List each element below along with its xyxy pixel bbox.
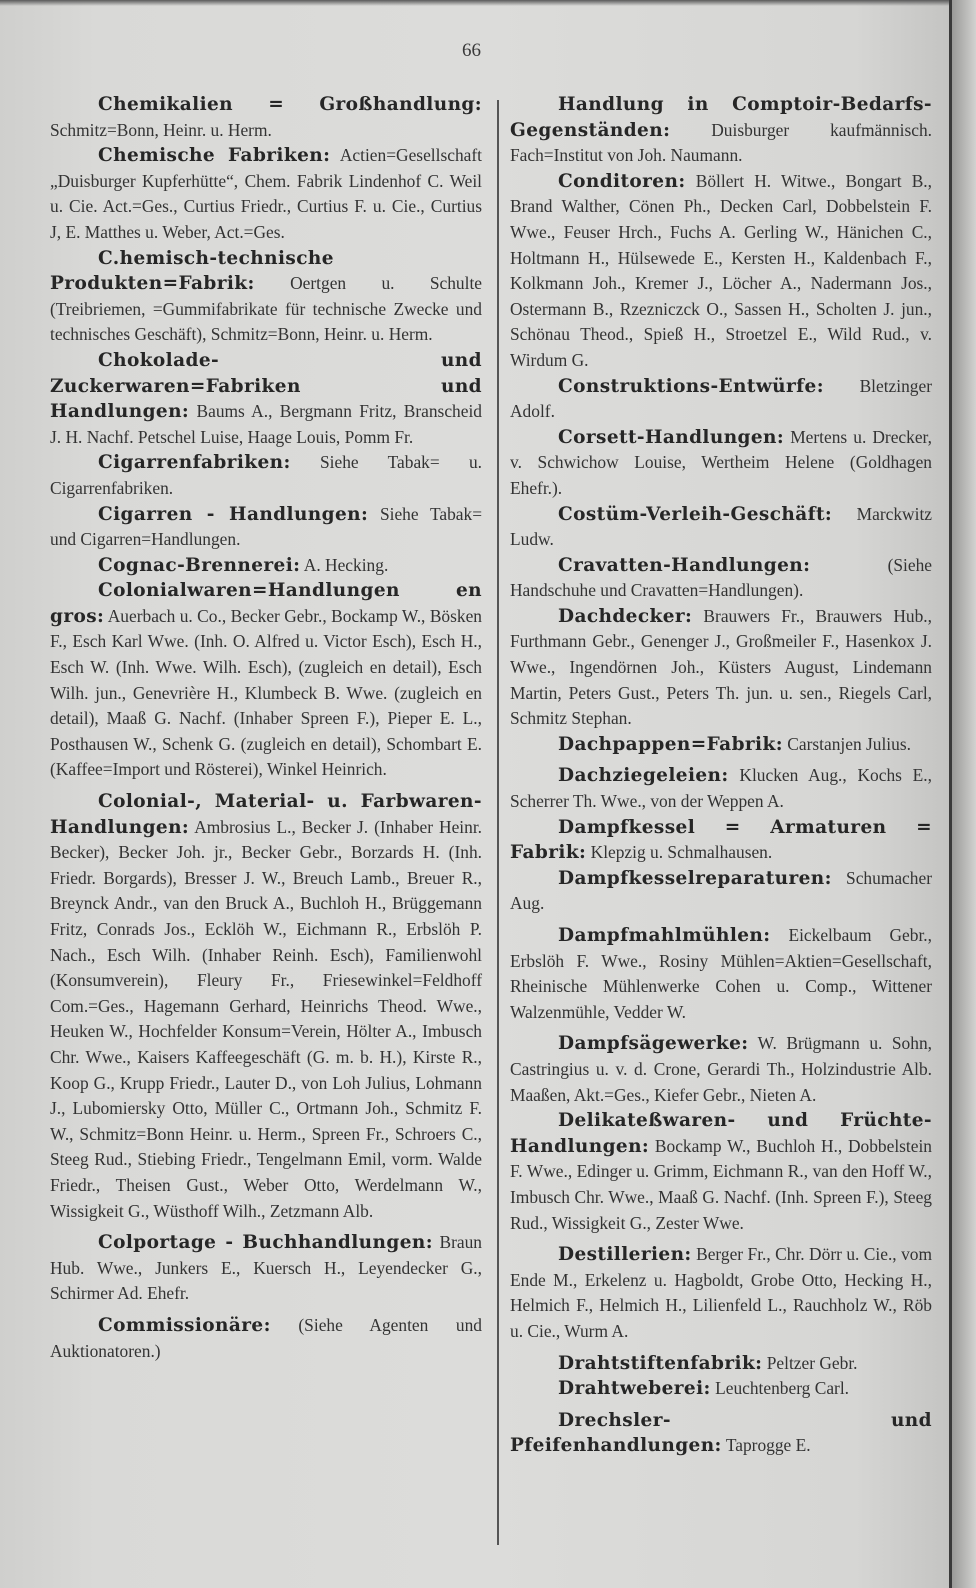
entry-listing: Duisburger kaufmännisch. Fach=Institut von Joh. Naumann. xyxy=(510,119,932,166)
directory-entry xyxy=(510,374,932,425)
directory-entry xyxy=(510,1351,932,1377)
entry-heading: Commissionäre: xyxy=(98,1314,271,1336)
directory-entry xyxy=(510,604,932,732)
entry-heading: Chemische Fabriken: xyxy=(98,145,331,167)
column-divider xyxy=(497,100,499,1545)
adjacent-page-strip xyxy=(952,0,976,1588)
directory-entry xyxy=(50,450,482,501)
entry-heading: Cognac-Brennerei: xyxy=(98,554,301,576)
entry-listing: W. Brügmann u. Sohn, Castringius u. v. d. Crone, Gerardi Th., Holzindustrie Alb. Maaßen, Akt.=Ges., Kiefer Gebr., Nieten A. xyxy=(510,1033,932,1105)
entry-listing: Klepzig u. Schmalhausen. xyxy=(586,842,773,863)
entry-listing: Böllert H. Witwe., Bongart B., Brand Walther, Cönen Ph., Decken Carl, Dobbelstein F. Wwe., Feuser Hrch., Fuchs A. Gerling W., Hänichen C., Holtmann H., Hülsewede E., Kersten H., Kaldenbach F., Kolkmann Joh., Kremer J., Löcher A., Nadermann Jos., Ostermann B., Rzezniczck O., Sassen H., Scholten J. jun., Schönau Theod., Spieß H., Stroetzel E., Wild Rud., v. Wirdum G. xyxy=(510,170,932,370)
entry-listing: Marckwitz Ludw. xyxy=(510,503,932,550)
entry-heading: Colportage - Buchhandlungen: xyxy=(98,1232,433,1254)
entry-listing: Carstanjen Julius. xyxy=(782,733,911,754)
entry-listing: Braun Hub. Wwe., Junkers E., Kuersch H., Leyendecker G., Schirmer Ad. Ehefr. xyxy=(50,1232,482,1304)
entry-listing: Schumacher Aug. xyxy=(510,867,932,914)
directory-entry xyxy=(50,143,482,245)
entry-heading: Cigarrenfabriken: xyxy=(98,452,291,474)
entry-listing: Bockamp W., Buchloh H., Dobbelstein F. Wwe., Edinger u. Grimm, Eichmann R., van den Hoff W., Imbusch Chr. Wwe., Maaß G. Nachf. (Inh. Spreen F.), Steeg Rud., Wissigkeit G., Zester Wwe. xyxy=(510,1135,932,1233)
entry-listing: A. Hecking. xyxy=(300,554,389,575)
entry-heading: Dachpappen=Fabrik: xyxy=(558,733,783,755)
entry-listing: Siehe Tabak= u. Cigarrenfabriken. xyxy=(50,452,482,498)
directory-entry xyxy=(50,789,482,1224)
directory-entry xyxy=(510,732,932,758)
left-column xyxy=(50,92,482,1364)
directory-entry xyxy=(510,169,932,374)
entry-heading: Dampfkessel = Armaturen = Fabrik: xyxy=(510,816,932,864)
entry-heading: Handlung in Comptoir-Bedarfs-Gegenständen: xyxy=(510,94,932,141)
directory-entry xyxy=(50,92,482,143)
directory-entry xyxy=(50,578,482,783)
entry-heading: Colonial-, Material- u. Farbwaren-Handlungen: xyxy=(50,791,482,838)
entry-heading: Drechsler- und Pfeifenhandlungen: xyxy=(510,1409,932,1457)
directory-entry xyxy=(510,92,932,169)
entry-listing: Oertgen u. Schulte (Treibriemen, =Gummifabrikate für technische Zwecke und technisches Geschäft), Schmitz=Bonn, Heinr. u. Herm. xyxy=(50,273,482,345)
directory-entry xyxy=(50,502,482,553)
entry-listing: Schmitz=Bonn, Heinr. u. Herm. xyxy=(50,119,272,140)
directory-entry xyxy=(50,246,482,348)
directory-entry xyxy=(510,1031,932,1108)
entry-listing: Mertens u. Drecker, v. Schwichow Louise, Wertheim Helene (Goldhagen Ehefr.). xyxy=(510,426,932,498)
entry-heading: Colonialwaren=Handlungen en gros: xyxy=(50,580,482,627)
entry-listing: Ambrosius L., Becker J. (Inhaber Heinr. Becker), Becker Joh. jr., Becker Gebr., Borzards H. (Inh. Friedr. Borgards), Bresser J. W., Breuch Lamb., Breuer R., Breynck Andr., van den Bruck A., Buchloh H., Brüggemann Fritz, Conrads Jos., Ecklöh W., Eichmann R., Erbslöh P. Nach., Esch Wilh. (Inhaber Reinh. Esch), Familienwohl (Konsumverein), Fleury Fr., Friesewinkel=Feldhoff Com.=Ges., Hagemann Gerhard, Heinrichs Theod. Wwe., Heuken W., Hochfelder Konsum=Verein, Hölter A., Imbusch Chr. Wwe., Kaisers Kaffeegeschäft (G. m. b. H.), Kirste R., Koop G., Krupp Friedr., Lauter D., von Loh Julius, Lohmann J., Lubomiersky Otto, Müller C., Ortmann Joh., Schmitz F. W., Schmitz=Bonn Heinr. u. Herm., Spreen Fr., Schroers C., Steeg Rud., Stiebing Friedr., Tengelmann Emil, vorm. Walde Friedr., Theisen Gust., Weber Otto, Werdelmann W., Wissigkeit G., Wüsthoff Wilh., Zetzmann Alb. xyxy=(50,816,482,1221)
directory-entry xyxy=(50,1313,482,1364)
entry-heading: Cigarren - Handlungen: xyxy=(98,503,369,525)
directory-entry xyxy=(510,425,932,502)
entry-listing: (Siehe Agenten und Auktionatoren.) xyxy=(50,1314,482,1361)
entry-listing: Bletzinger Adolf. xyxy=(510,375,932,422)
entry-listing: Brauwers Fr., Brauwers Hub., Furthmann Gebr., Genenger J., Großmeiler F., Hasenkox J. Wwe., Ingendörnen Joh., Küsters August, Lindemann Martin, Peters Gust., Peters Th. jun. u. sen., Riegels Carl, Schmitz Stephan. xyxy=(510,605,932,729)
directory-entry xyxy=(510,553,932,604)
entry-heading: Drahtweberei: xyxy=(558,1378,711,1400)
entry-heading: Corsett-Handlungen: xyxy=(558,426,785,448)
directory-entry xyxy=(50,1230,482,1307)
right-column xyxy=(510,92,932,1459)
entry-listing: Taprogge E. xyxy=(721,1435,811,1456)
entry-listing: (Siehe Handschuhe und Cravatten=Handlungen). xyxy=(510,554,932,601)
entry-heading: Destillerien: xyxy=(558,1244,692,1266)
entry-heading: Conditoren: xyxy=(558,170,686,192)
entry-heading: Construktions-Entwürfe: xyxy=(558,375,824,397)
entry-heading: Delikateßwaren- und Früchte-Handlungen: xyxy=(510,1110,932,1157)
entry-listing: Baums A., Bergmann Fritz, Branscheid J. H. Nachf. Petschel Luise, Haage Louis, Pomm Fr. xyxy=(50,401,482,447)
entry-listing: Leuchtenberg Carl. xyxy=(710,1378,850,1399)
directory-entry xyxy=(510,1108,932,1236)
entry-listing: Berger Fr., Chr. Dörr u. Cie., vom Ende M., Erkelenz u. Hagboldt, Grobe Otto, Hecking H., Helmich F., Helmich H., Lilienfeld L., Rauchholz W., Röb u. Cie., Wurm A. xyxy=(510,1244,932,1341)
directory-entry xyxy=(510,1376,932,1402)
entry-heading: Dampfmahlmühlen: xyxy=(558,925,771,946)
entry-heading: Cravatten-Handlungen: xyxy=(558,554,811,576)
entry-listing: Actien=Gesellschaft „Duisburger Kupferhütte“, Chem. Fabrik Lindenhof C. Weil u. Cie. Act.=Ges., Curtius Friedr., Curtius F. u. Cie., Curtius J, E. Matthes u. Weber, Act.=Ges. xyxy=(50,145,482,242)
entry-heading: Chokolade- und Zuckerwaren=Fabriken und Handlungen: xyxy=(50,349,482,423)
directory-entry xyxy=(510,923,932,1025)
entry-listing: Klucken Aug., Kochs E., Scherrer Th. Wwe., von der Weppen A. xyxy=(510,765,932,812)
entry-heading: C.hemisch-technische Produkten=Fabrik: xyxy=(50,247,334,295)
entry-listing: Peltzer Gebr. xyxy=(762,1352,858,1373)
directory-entry xyxy=(510,1408,932,1459)
scan-shadow xyxy=(0,0,976,6)
entry-listing: Siehe Tabak= und Cigarren=Handlungen. xyxy=(50,503,483,550)
entry-heading: Chemikalien = Großhandlung: xyxy=(98,94,482,115)
entry-heading: Dampfsägewerke: xyxy=(558,1033,749,1055)
directory-entry xyxy=(510,1242,932,1344)
entry-heading: Dampfkesselreparaturen: xyxy=(558,867,832,889)
directory-entry xyxy=(510,815,932,866)
directory-entry xyxy=(510,866,932,917)
entry-heading: Drahtstiftenfabrik: xyxy=(558,1352,763,1374)
entry-heading: Dachziegeleien: xyxy=(558,765,729,787)
directory-entry xyxy=(510,502,932,553)
entry-listing: Eickelbaum Gebr., Erbslöh F. Wwe., Rosiny Mühlen=Aktien=Gesellschaft, Rheinische Mühlenwerke Cohen u. Comp., Wittener Walzenmühle, Vedder W. xyxy=(510,925,932,1022)
entry-heading: Costüm-Verleih-Geschäft: xyxy=(558,503,833,525)
page-number: 66 xyxy=(462,40,481,61)
entry-listing: Auerbach u. Co., Becker Gebr., Bockamp W., Bösken F., Esch Karl Wwe. (Inh. O. Alfred u. Victor Esch), Esch H., Esch W. (Inh. Wwe. Wilh. Esch), (zugleich en detail), Esch Wilh. jun., Genevrière H., Klumbeck B. Wwe. (zugleich en detail), Maaß G. Nachf. (Inhaber Spreen F.), Pieper E. L., Posthausen W., Schenk G. (zugleich en detail), Schombart E. (Kaffee=Import und Rösterei), Winkel Heinrich. xyxy=(50,605,482,780)
directory-entry xyxy=(50,348,482,450)
directory-entry xyxy=(510,763,932,814)
directory-entry xyxy=(50,553,482,579)
entry-heading: Dachdecker: xyxy=(558,605,693,627)
